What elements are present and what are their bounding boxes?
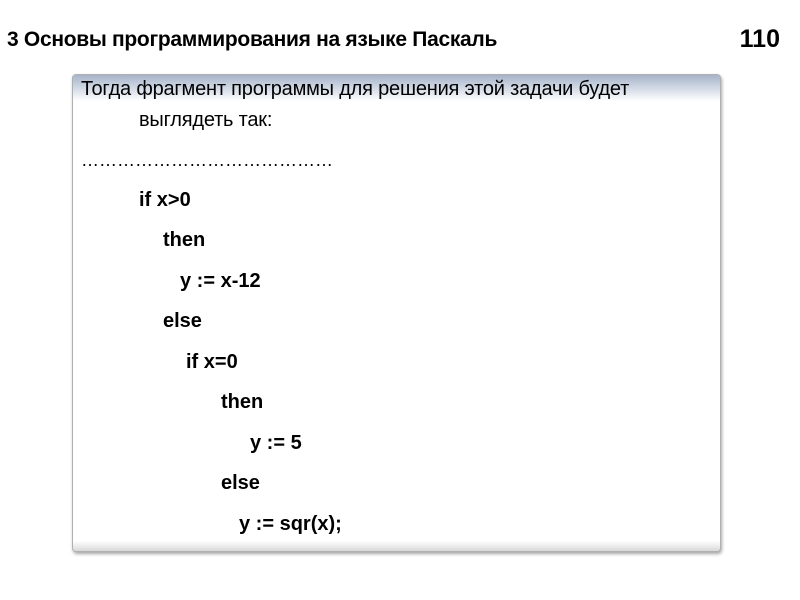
code-line-else-1: else <box>163 310 202 332</box>
code-line-then-2: then <box>221 391 264 413</box>
panel-bottom-band <box>73 541 720 551</box>
code-line-y-assign-2: y := 5 <box>250 432 302 454</box>
code-line-if-x-eq-0: if x=0 <box>186 351 238 373</box>
content-panel <box>72 74 721 552</box>
code-line-y-assign-3: y := sqr(x); <box>239 513 342 535</box>
intro-text-line-1: Тогда фрагмент программы для решения этой задачи будет <box>81 78 630 100</box>
slide-number: 110 <box>739 25 780 53</box>
intro-text-line-2: выглядеть так: <box>139 109 273 131</box>
slide-title: 3 Основы программирования на языке Паскаль <box>7 28 498 51</box>
code-line-y-assign-1: y := x-12 <box>180 270 261 292</box>
code-line-if-x-gt-0: if x>0 <box>139 189 191 211</box>
code-line-then-1: then <box>163 229 206 251</box>
code-line-else-2: else <box>221 472 260 494</box>
ellipsis-line: …………………………………… <box>81 150 333 170</box>
